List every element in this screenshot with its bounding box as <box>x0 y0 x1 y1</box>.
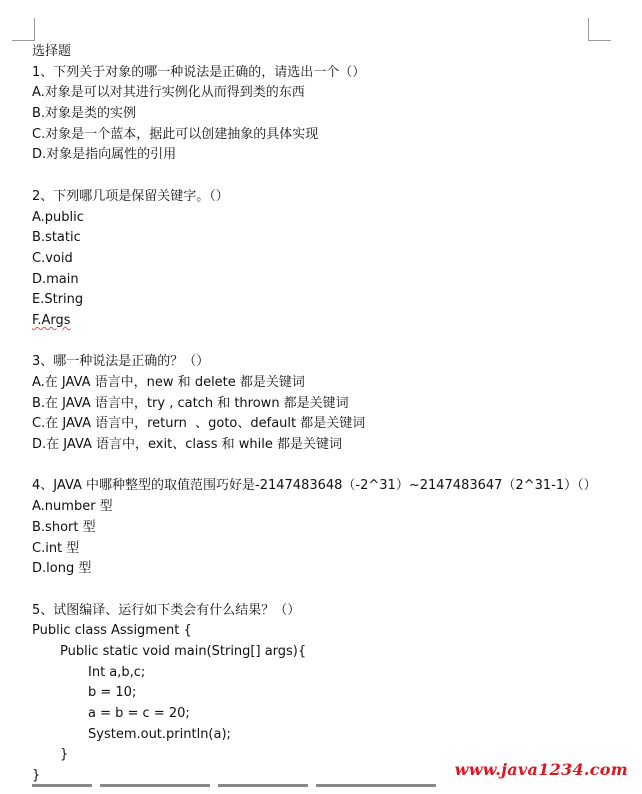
q3-option-c: C.在 JAVA 语言中，return 、goto、default 都是关键词 <box>32 416 366 432</box>
paragraph-gap <box>32 332 632 353</box>
page-margin-corner-right <box>588 18 611 41</box>
code-line-6: System.out.println(a); <box>88 726 231 742</box>
section-title: 选择题 <box>32 44 72 59</box>
q3-option-a: A.在 JAVA 语言中，new 和 delete 都是关键词 <box>32 375 305 390</box>
q1-option-b: B.对象是类的实例 <box>32 106 137 122</box>
question-1: 1、下列关于对象的哪一种说法是正确的，请选出一个（） <box>32 64 366 80</box>
q1-option-c: C.对象是一个蓝本，据此可以创建抽象的具体实现 <box>32 126 319 142</box>
q1-option-a: A.对象是可以对其进行实例化从而得到类的东西 <box>32 85 305 101</box>
q2-option-e: E.String <box>32 292 84 308</box>
code-line-5: a = b = c = 20; <box>88 706 190 721</box>
question-5: 5、试图编译、运行如下类会有什么结果？（） <box>32 602 301 618</box>
q4-option-a: A.number 型 <box>32 499 113 515</box>
paragraph-gap <box>32 580 632 601</box>
cut-off-next-line <box>32 784 452 794</box>
paragraph-gap <box>32 166 632 187</box>
question-3: 3、哪一种说法是正确的？（） <box>32 354 210 370</box>
q2-option-d: D.main <box>32 271 79 287</box>
q2-option-c: C.void <box>32 250 73 266</box>
code-line-4: b = 10; <box>88 685 137 701</box>
q2-option-f: F.Args <box>32 312 71 328</box>
site-watermark: www.java1234.com <box>454 760 628 779</box>
code-line-2: Public static void main(String[] args){ <box>60 643 307 659</box>
q2-option-b: B.static <box>32 230 81 246</box>
question-2: 2、下列哪几项是保留关键字。（） <box>32 188 229 204</box>
paragraph-gap <box>32 456 632 477</box>
q4-option-d: D.long 型 <box>32 561 92 577</box>
code-line-7: } <box>60 747 69 763</box>
q3-option-b: B.在 JAVA 语言中，try , catch 和 thrown 都是关键词 <box>32 395 349 411</box>
code-line-1: Public class Assigment { <box>32 623 192 639</box>
code-line-3: Int a,b,c; <box>88 664 146 680</box>
q1-option-d: D.对象是指向属性的引用 <box>32 147 177 163</box>
q4-option-c: C.int 型 <box>32 540 80 556</box>
q2-option-a: A.public <box>32 209 84 225</box>
code-line-8: } <box>32 768 41 784</box>
question-4: 4、JAVA 中哪种整型的取值范围巧好是-2147483648（-2^31）~2147483647（2^31-1）（） <box>32 478 597 494</box>
q3-option-d: D.在 JAVA 语言中，exit、class 和 while 都是关键词 <box>32 437 342 453</box>
page-margin-corner-left <box>12 18 35 41</box>
document-body <box>32 42 632 787</box>
q4-option-b: B.short 型 <box>32 519 96 535</box>
